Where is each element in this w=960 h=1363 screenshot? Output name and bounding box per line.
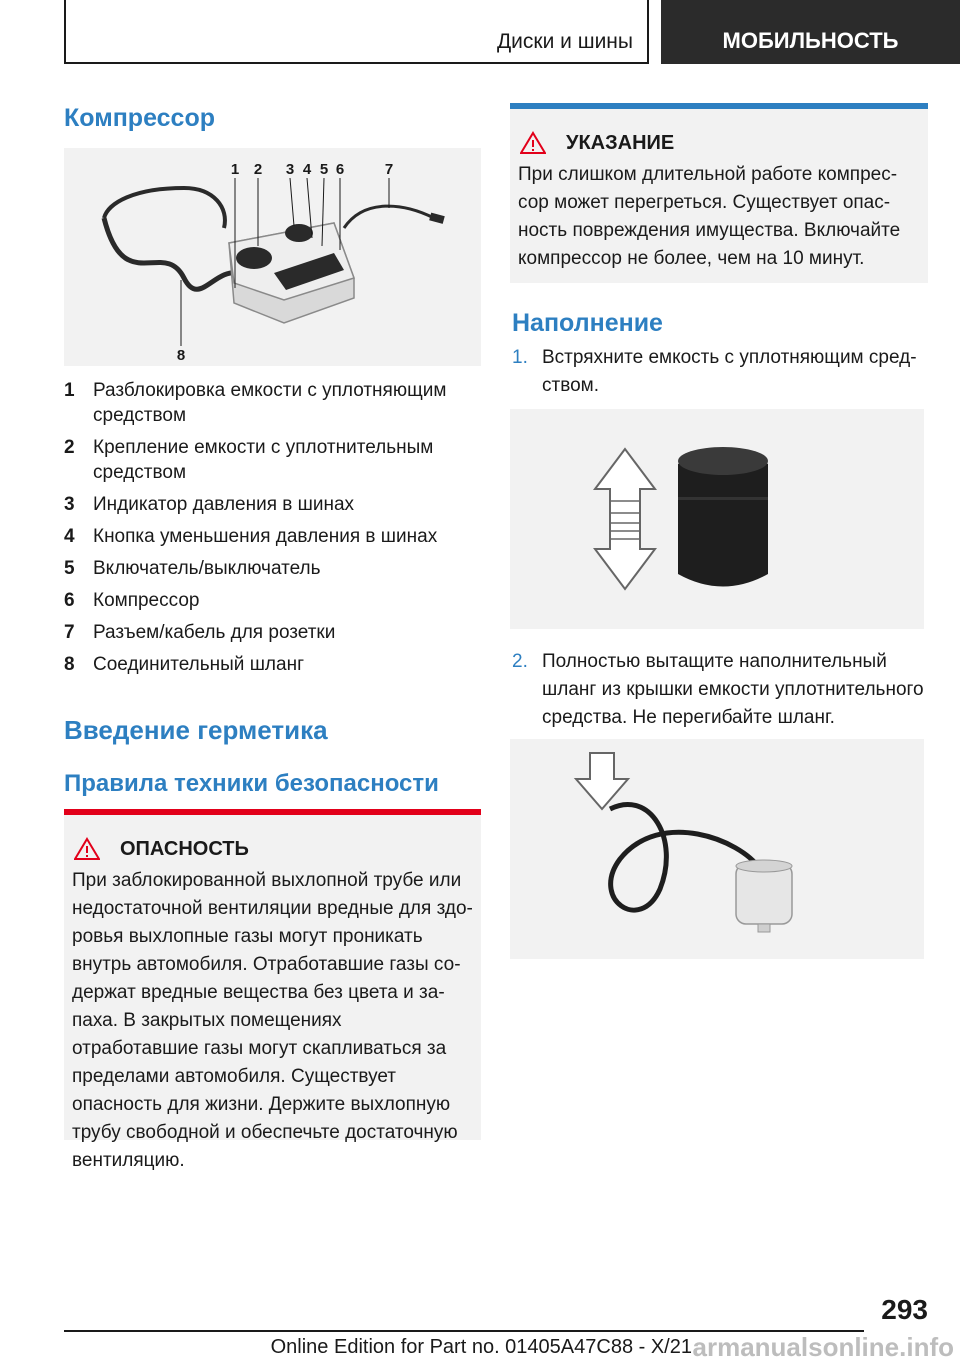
- figure-callout-7: 7: [384, 161, 394, 178]
- legend-item: 4 Кнопка уменьшения давления в шинах: [64, 526, 438, 547]
- legend-item: 3 Индикатор давления в шинах: [64, 494, 355, 515]
- notice-title-row: [520, 131, 928, 155]
- figure-callout-3: 3: [285, 161, 295, 178]
- compressor-legend: [64, 378, 481, 684]
- legend-item: 5 Включатель/выключатель: [64, 558, 321, 579]
- figure-callout-1: 1: [230, 161, 240, 178]
- chapter-title: МОБИЛЬНОСТЬ: [661, 0, 960, 64]
- legend-item: 8 Соединительный шланг: [64, 654, 305, 675]
- legend-item: 6 Компрессор: [64, 590, 200, 611]
- sealant-heading: Введение герметика: [64, 715, 328, 745]
- step-item: 1. Встряхните емкость с уплотняющим средством.: [512, 347, 917, 396]
- danger-text: При заблокированной выхлопной трубе или недостаточной вентиляции вредные для здоровья выхлопные газы могут проникать внутрь автомобиля. Отработавшие газы содержат вредные вещества без цвета и запаха. В закрытых помещениях отработавшие газы могут скапливаться за пределами автомобиля. Существует опасность для жизни. Держите выхлопную трубу свободной и обеспечьте достаточную вентиляцию.: [72, 870, 473, 1171]
- edition-text: Online Edition for Part no. 01405A47C88 - X/21: [270, 1336, 692, 1358]
- legend-item: 7 Разъем/кабель для розетки: [64, 622, 336, 643]
- step-item: 2. Полностью вытащите наполнительный шланг из крышки емкости уплотнительного средства. Не перегибайте шланг.: [512, 651, 924, 728]
- hose-figure: [510, 739, 924, 959]
- legend-item: 2 Крепление емкости с уплотнительным средством: [64, 437, 434, 483]
- watermark: armanualsonline.info: [692, 1332, 954, 1362]
- figure-callout-8: 8: [176, 347, 186, 364]
- notice-title: УКАЗАНИЕ: [566, 131, 675, 154]
- section-title: Диски и шины: [496, 30, 633, 53]
- warning-icon: [74, 837, 100, 861]
- filling-heading: Наполнение: [512, 309, 663, 337]
- header-tab: [64, 0, 649, 64]
- figure-callout-5: 5: [319, 161, 329, 178]
- legend-item: 1 Разблокировка емкости с уплотняющим средством: [64, 380, 447, 426]
- figure-callout-4: 4: [302, 161, 312, 178]
- compressor-heading: Компрессор: [64, 104, 215, 132]
- danger-title-row: [74, 837, 481, 861]
- notice-text: При слишком длительной работе компрессор может перегреться. Существует опасность повреждения имущества. Включайте компрессор не более, чем на 10 минут.: [518, 164, 901, 269]
- danger-bar: [64, 809, 481, 815]
- compressor-figure: [64, 148, 481, 366]
- warning-icon: [520, 131, 546, 155]
- safety-heading: Правила техники безопасности: [64, 770, 439, 797]
- shake-figure: [510, 409, 924, 629]
- notice-bar: [510, 103, 928, 109]
- notice-box: [510, 103, 928, 283]
- figure-callout-6: 6: [335, 161, 345, 178]
- page-number: 293: [881, 1294, 928, 1325]
- danger-box: [64, 809, 481, 1171]
- danger-title: ОПАСНОСТЬ: [120, 837, 249, 860]
- figure-callout-2: 2: [253, 161, 263, 178]
